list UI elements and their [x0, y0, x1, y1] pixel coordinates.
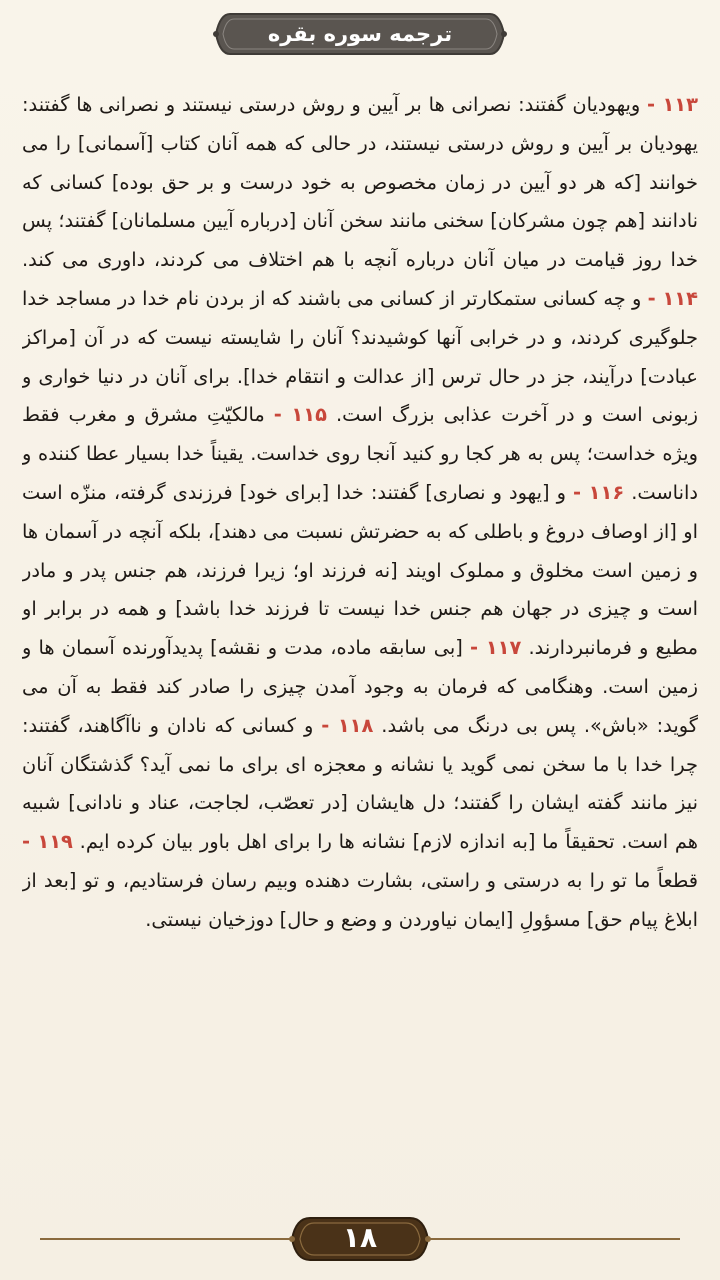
verse-text: و چه کسانی ستمکارتر از کسانی می باشند که از بردن نام خدا در مساجد خدا جلوگیری کردند، و در خرابی آنها کوشیدند؟ آنان را شایسته نیست که در آن [مراکز عبادت] درآیند، جز در حال ترس [از عدالت و انتقام خدا]. برای آنان در دنیا خواری و زبونی است و در آخرت عذابی بزرگ است.: [22, 286, 698, 427]
verse-number: ۱۱۶ -: [572, 480, 625, 504]
verse-number: ۱۱۴ -: [647, 286, 698, 310]
verse-paragraph: [22, 86, 698, 940]
page-title: ترجمه سوره بقره: [267, 22, 453, 46]
verse-number: ۱۱۳ -: [647, 93, 698, 116]
translation-text: [22, 86, 698, 1196]
page-number: ۱۸: [342, 1221, 378, 1254]
verse-number: ۱۱۸ -: [321, 713, 374, 737]
verse-text: [بی سابقه ماده، مدت و نقشه] پدیدآورنده آسمان ها و زمین است. وهنگامی که فرمان به وجود آمدن چیزی را صادر کند فقط به آن می گوید: «باش». پس بی درنگ می باشد.: [22, 636, 698, 737]
verse-text: قطعاً ما تو را به درستی و راستی، بشارت دهنده وبیم رسان فرستادیم، و تو [بعد از ابلاغ پیام حق] مسؤولِ [ایمان نیاوردن و وضع و حال] دوزخیان نیستی.: [22, 868, 698, 931]
verse-text: ویهودیان گفتند: نصرانی ها بر آیین و روش درستی نیستند و نصرانی ها گفتند: یهودیان بر آیین و روش درستی نیستند، در حالی که همه آنان کتاب [آسمانی] را می خوانند [که هر دو آیین در زمان مخصوص به خود درست و بر حق بوده] کسانی که نادانند [هم چون مشرکان] سخنی مانند سخن آنان [درباره آیین مسلمانان] گفتند؛ پس خدا روز قیامت در میان آنان درباره آنچه با هم اختلاف می کردند، داوری می کند.: [22, 93, 698, 272]
verse-text: و کسانی که نادان و ناآگاهند، گفتند: چرا خدا با ما سخن نمی گوید یا نشانه و معجزه ای برای ما نمی آید؟ گذشتگان آنان نیز مانند گفته ایشان را گفتند؛ دل هایشان [در تعصّب، لجاجت، عناد و نادانی] شبیه هم است. تحقیقاً ما [به اندازه لازم] نشانه ها را برای اهل باور بیان کرده ایم.: [22, 713, 698, 854]
title-banner: [0, 10, 720, 58]
verse-text: مالکیّتِ مشرق و مغرب فقط ویژه خداست؛ پس به هر کجا رو کنید آنجا روی خداست. یقیناً خدا بسیار عطا کننده و داناست.: [22, 403, 698, 504]
page-number-badge: [0, 1212, 720, 1266]
verse-number: ۱۱۷ -: [470, 636, 522, 660]
verse-number: ۱۱۹ -: [22, 830, 73, 854]
verse-number: ۱۱۵ -: [273, 403, 327, 427]
verse-text: و [یهود و نصاری] گفتند: خدا [برای خود] فرزندی گرفته، منزّه است او [از اوصاف دروغ و باطلی که به حضرتش نسبت می دهند]، بلکه آنچه در آسمان ها و زمین است مخلوق و مملوک اویند [نه فرزند او؛ زیرا فرزند، هم جنس پدر و مادر است و چیزی در جهان هم جنس خدا نیست تا فرزند خدا باشد] و همه در برابر او مطیع و فرمانبردارند.: [22, 480, 698, 660]
